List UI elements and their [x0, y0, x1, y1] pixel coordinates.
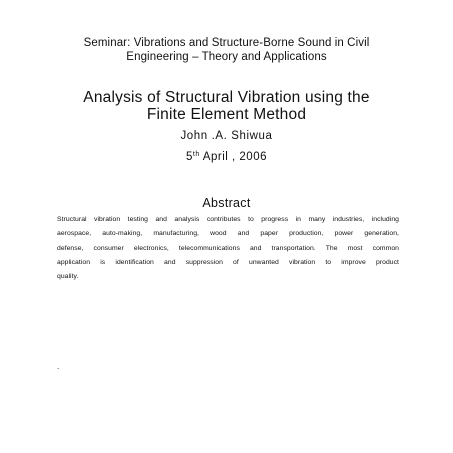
abstract-line: Structural vibration testing and analysis contributes to progress in many industries, including — [57, 216, 399, 223]
abstract-line: quality. — [57, 273, 79, 281]
seminar-line-2: Engineering – Theory and Applications — [126, 50, 327, 63]
abstract-body — [57, 213, 399, 284]
date-rest: April , 2006 — [199, 151, 267, 163]
stray-dot-mark: . — [57, 362, 60, 371]
seminar-header — [40, 37, 413, 64]
date-day-suffix: th — [192, 151, 200, 158]
date-day: 5 — [186, 151, 193, 163]
title-line-1: Analysis of Structural Vibration using the — [83, 89, 370, 106]
seminar-line-1: Seminar: Vibrations and Structure-Borne Sound in Civil — [83, 37, 370, 49]
paper-date — [100, 150, 353, 164]
abstract-line: defense, consumer electronics, telecommunications and transportation. The most common — [57, 244, 399, 252]
title-line-2: Finite Element Method — [146, 106, 307, 123]
abstract-heading: Abstract — [202, 196, 251, 210]
author-name: John .A. Shiwua — [180, 130, 273, 142]
paper-title — [30, 89, 423, 123]
abstract-line: application is identification and suppression of unwanted vibration to improve product — [57, 258, 399, 266]
abstract-line: aerospace, auto-making, manufacturing, wood and paper production, power generation, — [57, 230, 399, 238]
